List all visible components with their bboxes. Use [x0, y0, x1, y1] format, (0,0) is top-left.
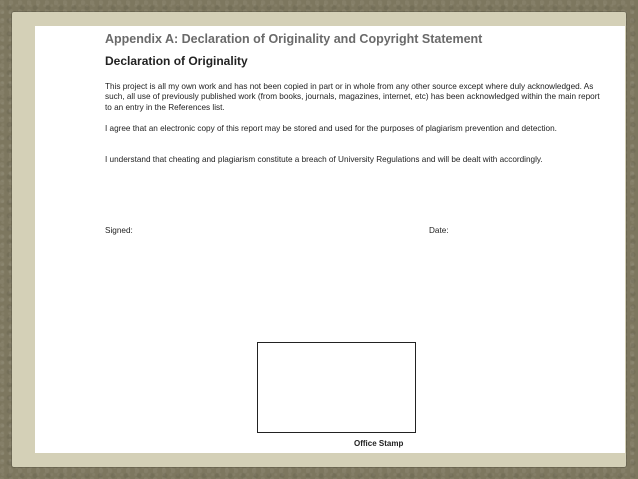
appendix-title: Appendix A: Declaration of Originality and Copyright Statement	[105, 32, 483, 46]
office-stamp-label: Office Stamp	[354, 439, 404, 448]
slide-frame	[12, 12, 626, 467]
document-page	[35, 26, 625, 453]
office-stamp-box	[257, 342, 416, 433]
plagiarism-paragraph: I understand that cheating and plagiarism constitute a breach of University Regulations and will be dealt with accordingly.	[105, 155, 543, 164]
signed-label: Signed:	[105, 226, 133, 235]
date-label: Date:	[429, 226, 449, 235]
section-heading: Declaration of Originality	[105, 54, 248, 68]
electronic-copy-paragraph: I agree that an electronic copy of this report may be stored and used for the purposes of plagiarism prevention and detection.	[105, 124, 557, 133]
originality-paragraph: This project is all my own work and has not been copied in part or in whole from any other source except where duly acknowledged. As such, all use of previously published work (from books, journals, magazines, internet, etc) has been acknowledged within the main report to an entry in the References list.	[105, 82, 600, 112]
